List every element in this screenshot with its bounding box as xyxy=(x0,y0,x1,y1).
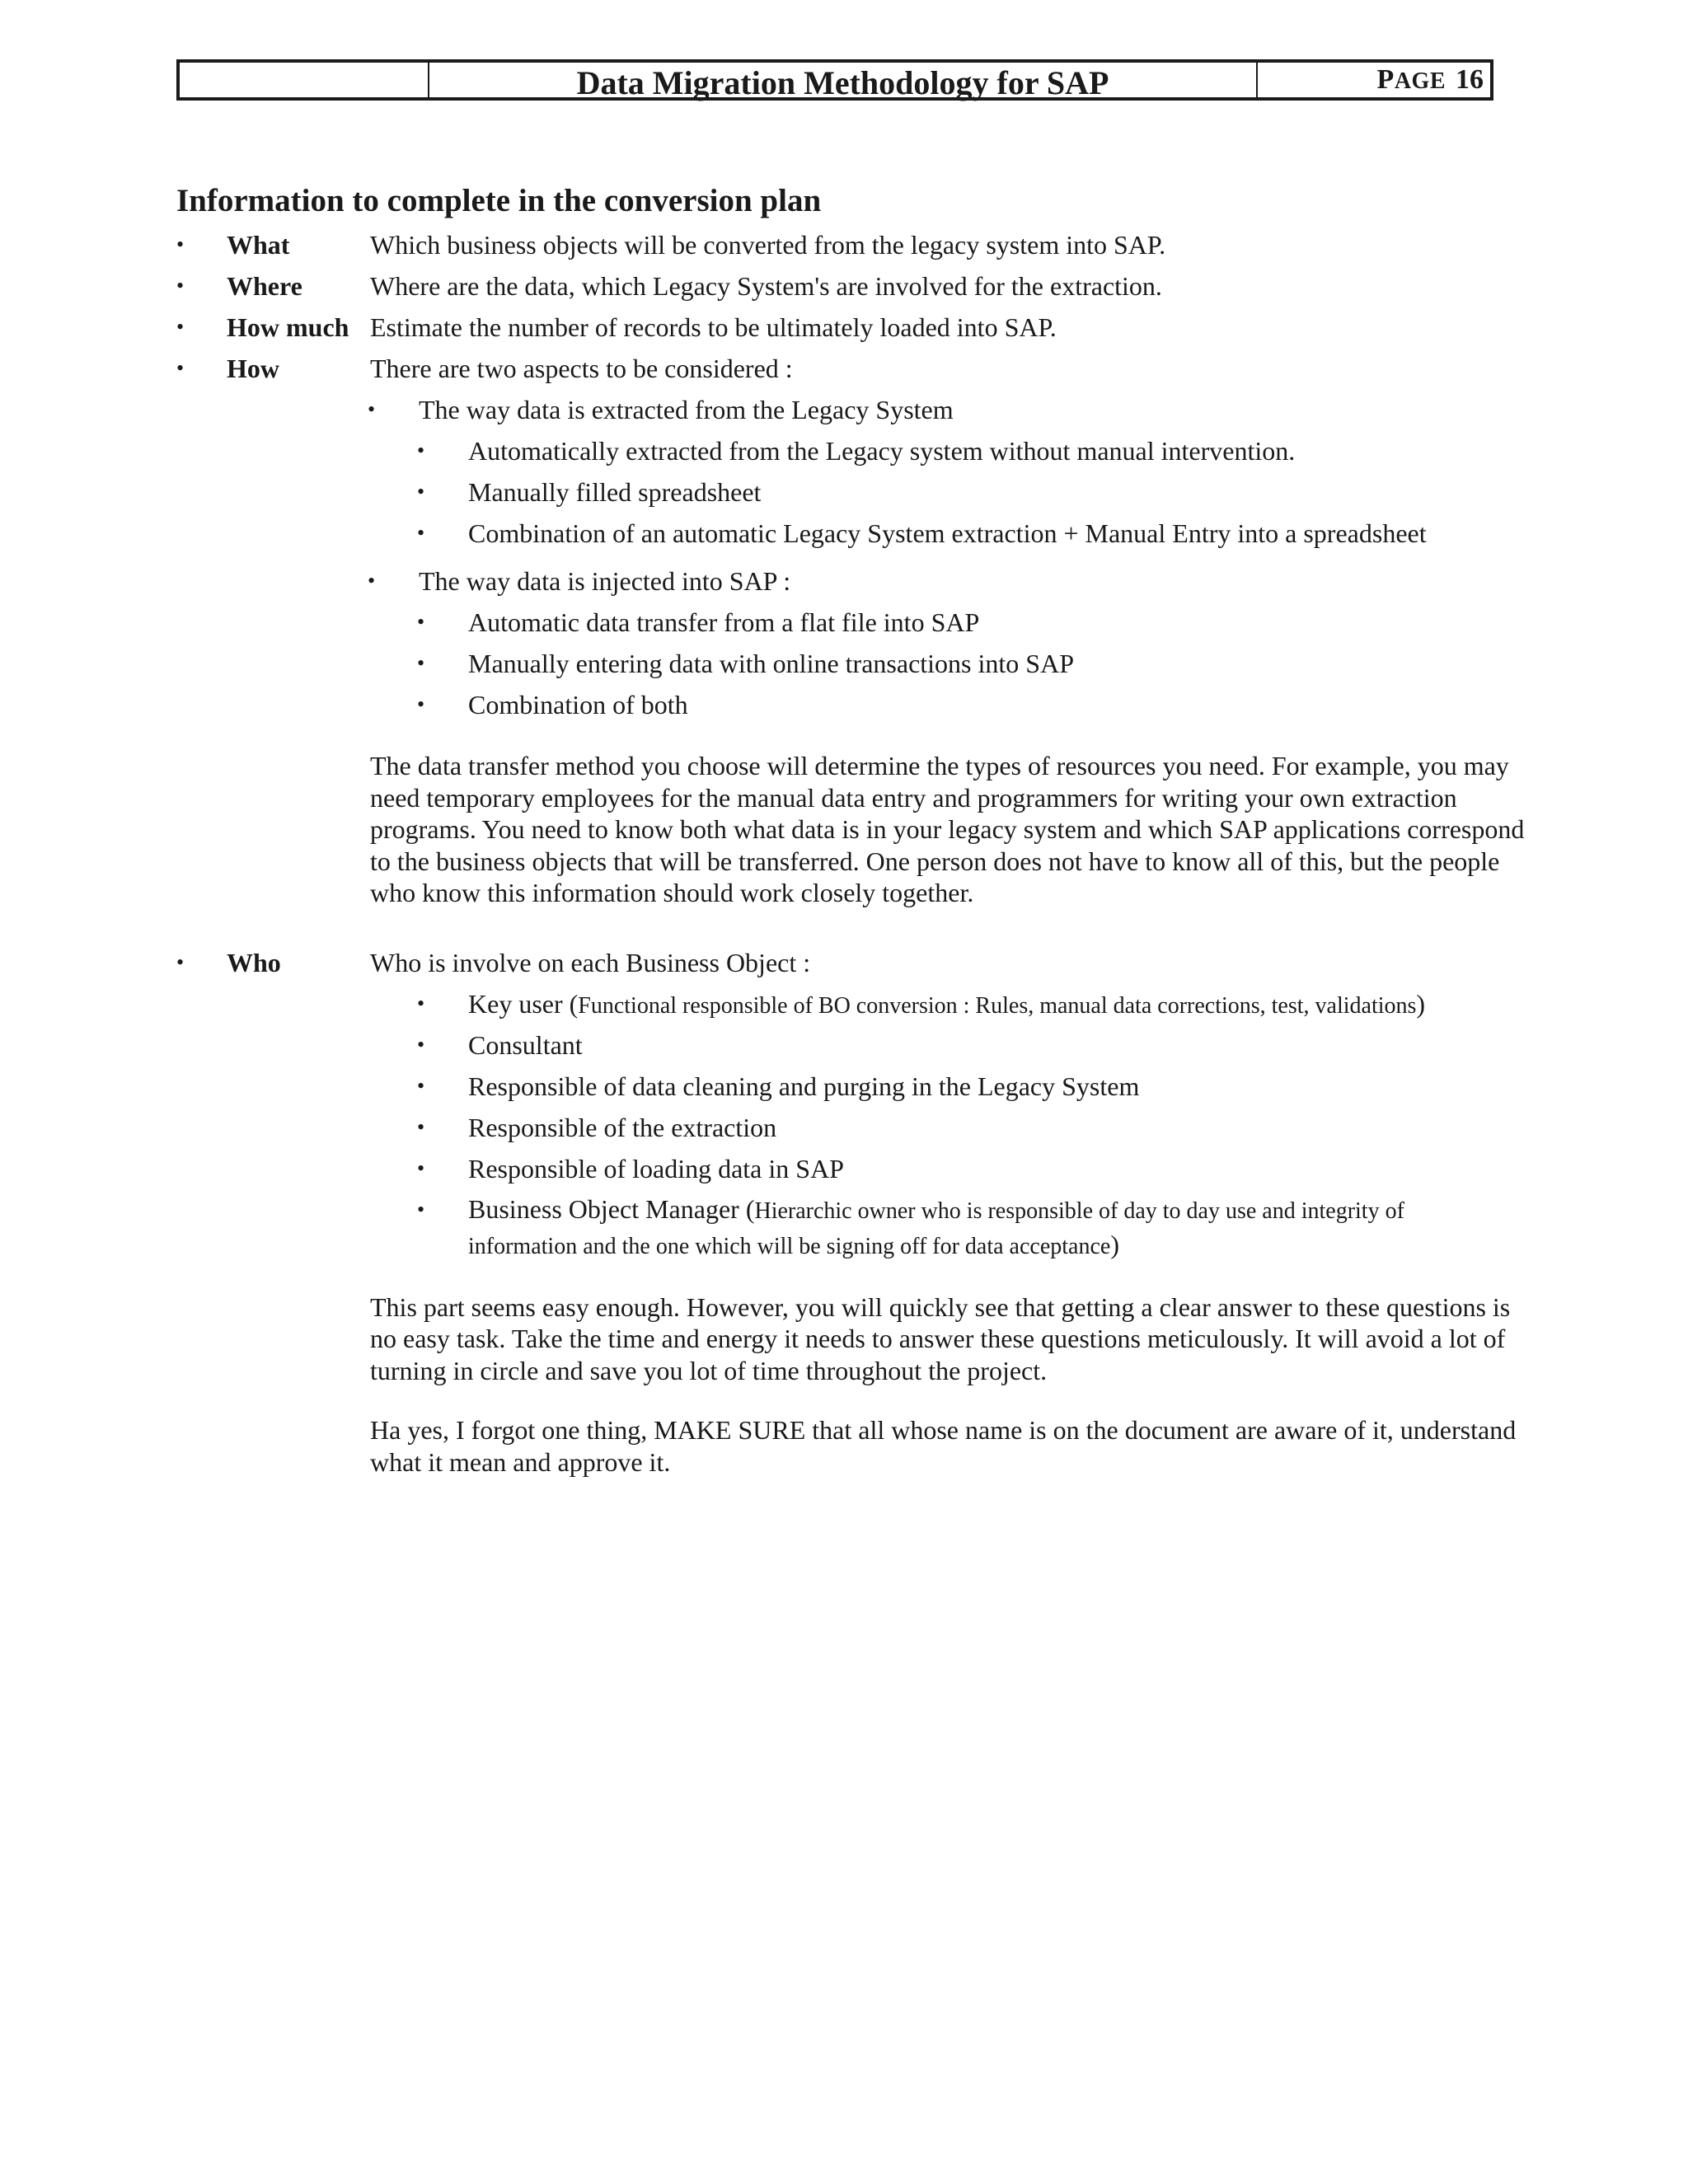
item-description: Where are the data, which Legacy System's are involved for the extraction. xyxy=(370,271,1162,301)
bullet-icon: • xyxy=(368,569,376,593)
list-item xyxy=(176,602,1528,643)
list-item xyxy=(176,1066,1528,1107)
list-item-text: Responsible of loading data in SAP xyxy=(468,1153,844,1183)
header-empty-cell xyxy=(180,63,429,97)
list-item xyxy=(176,471,1528,513)
item-what xyxy=(176,224,1528,265)
list-item-text: Business Object Manager (Hierarchic owner who is responsible of day to day use and integrity of information and the one which will be signing off for data acceptance) xyxy=(468,1193,1404,1259)
bullet-icon: • xyxy=(417,651,425,675)
page-number: 16 xyxy=(1456,64,1484,95)
item-term: How xyxy=(227,354,279,383)
list-item-text: Key user (Functional responsible of BO conversion : Rules, manual data corrections, test, validations) xyxy=(468,988,1426,1019)
list-item-text: Consultant xyxy=(468,1029,583,1060)
aspect-label: The way data is extracted from the Legacy System xyxy=(419,395,954,424)
list-item-text: Automatically extracted from the Legacy system without manual intervention. xyxy=(468,436,1296,466)
item-term: How much xyxy=(227,312,349,342)
bullet-icon: • xyxy=(176,232,185,256)
item-term: What xyxy=(227,230,290,260)
bullet-icon: • xyxy=(417,1073,425,1098)
list-item xyxy=(176,430,1528,471)
list-item-key-user xyxy=(176,983,1528,1024)
bullet-icon: • xyxy=(417,991,425,1015)
list-item-text: Combination of both xyxy=(468,690,688,719)
page-label: PAGE xyxy=(1376,64,1446,95)
list-item xyxy=(176,513,1528,554)
document-title: Data Migration Methodology for SAP xyxy=(429,63,1258,97)
page-number-cell xyxy=(1258,63,1490,97)
bullet-icon: • xyxy=(417,1032,425,1057)
item-description: Estimate the number of records to be ultimately loaded into SAP. xyxy=(370,312,1057,342)
page-content xyxy=(176,180,1528,1478)
list-item-text: Responsible of data cleaning and purging in the Legacy System xyxy=(468,1071,1140,1101)
list-item xyxy=(176,684,1528,725)
bullet-icon: • xyxy=(176,356,185,380)
bullet-icon: • xyxy=(417,1155,425,1180)
list-item xyxy=(176,1024,1528,1066)
transfer-method-paragraph: The data transfer method you choose will determine the types of resources you need. For example, you may need temporary employees for the manual data entry and programmers for writing your own extraction programs. You need to know both what data is in your legacy system and which SAP applications correspond to the business objects that will be transferred. One person does not have to know all of this, but the people who know this information should work closely together. xyxy=(370,751,1525,907)
approval-note-paragraph: Ha yes, I forgot one thing, MAKE SURE that all whose name is on the document are aware of it, understand what it mean and approve it. xyxy=(370,1415,1517,1477)
bullet-icon: • xyxy=(176,949,185,974)
item-description: Who is involve on each Business Object : xyxy=(370,947,811,977)
item-term: Who xyxy=(227,947,281,977)
item-how-much xyxy=(176,307,1528,348)
list-item-bo-manager xyxy=(176,1189,1528,1263)
item-term: Where xyxy=(227,271,302,301)
bullet-icon: • xyxy=(368,397,376,421)
bullet-icon: • xyxy=(417,610,425,634)
bullet-icon: • xyxy=(417,438,425,462)
section-heading: Information to complete in the conversion plan xyxy=(176,183,822,218)
bullet-icon: • xyxy=(417,480,425,504)
effort-paragraph: This part seems easy enough. However, you will quickly see that getting a clear answer to these questions is no easy task. Take the time and energy it needs to answer these questions meticulously. It will avoid a lot of turning in circle and save you lot of time throughout the project. xyxy=(370,1291,1511,1385)
list-item-text: Automatic data transfer from a flat file into SAP xyxy=(468,607,980,637)
how-extraction-aspect xyxy=(176,389,1528,430)
list-item xyxy=(176,1107,1528,1148)
bullet-icon: • xyxy=(417,1197,425,1221)
bullet-icon: • xyxy=(417,521,425,545)
item-description: Which business objects will be converted from the legacy system into SAP. xyxy=(370,230,1166,260)
bullet-icon: • xyxy=(176,315,185,339)
how-injection-aspect xyxy=(176,560,1528,602)
list-item-text: Responsible of the extraction xyxy=(468,1112,777,1142)
list-item-text: Manually entering data with online transactions into SAP xyxy=(468,649,1074,678)
bullet-icon: • xyxy=(417,1114,425,1139)
list-item-text: Combination of an automatic Legacy System extraction + Manual Entry into a spreadsheet xyxy=(468,518,1427,548)
bullet-icon: • xyxy=(176,274,185,298)
page-header xyxy=(176,59,1493,101)
item-where xyxy=(176,265,1528,307)
item-who xyxy=(176,942,1528,983)
list-item xyxy=(176,643,1528,684)
item-how xyxy=(176,348,1528,389)
list-item-text: Manually filled spreadsheet xyxy=(468,477,762,507)
bullet-icon: • xyxy=(417,692,425,716)
list-item xyxy=(176,1148,1528,1189)
aspect-label: The way data is injected into SAP : xyxy=(419,566,791,596)
item-description: There are two aspects to be considered : xyxy=(370,354,793,383)
